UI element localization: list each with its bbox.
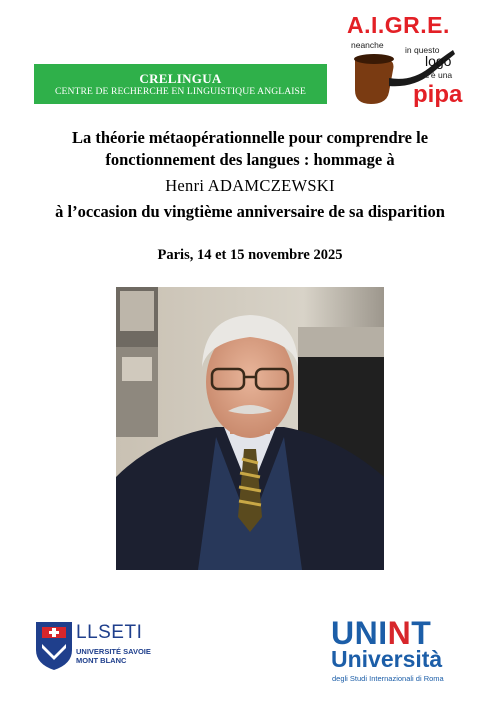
unint-subtitle: degli Studi Internazionali di Roma [332,674,444,683]
portrait-photo [116,287,384,570]
unint-name-part-1: UNI [331,615,388,651]
aigre-title: A.I.GR.E. [347,12,450,38]
llseti-name: LLSETI [76,622,143,643]
heading-line-1: La théorie métaopérationnelle pour comprendre le [71,128,429,147]
event-date: Paris, 14 et 15 novembre 2025 [157,247,343,263]
crelingua-banner [34,64,327,104]
llseti-location: MONT BLANC [76,656,127,665]
banner-subtitle: CENTRE DE RECHERCHE EN LINGUISTIQUE ANGLAISE [55,85,306,97]
aigre-in-questo: in questo [405,45,440,55]
aigre-logo [341,8,461,108]
llseti-logo [34,620,194,672]
aigre-ce-una: c'è una [425,70,453,80]
heading-line-4: à l’occasion du vingtième anniversaire de sa disparition [55,202,445,221]
unint-name-part-2: N [387,615,412,651]
aigre-neanche: neanche [351,40,384,50]
unint-name-part-3: T [411,615,432,651]
llseti-university: UNIVERSITÉ SAVOIE [76,647,151,656]
unint-logo [329,615,469,685]
heading-line-2: fonctionnement des langues : hommage à [105,150,395,169]
aigre-logo-word: logo [425,53,452,69]
unint-universita: Università [331,646,443,672]
honoree-name: Henri ADAMCZEWSKI [165,176,335,195]
aigre-pipa: pipa [413,81,463,108]
shield-icon [34,620,74,672]
banner-title: CRELINGUA [139,70,222,86]
